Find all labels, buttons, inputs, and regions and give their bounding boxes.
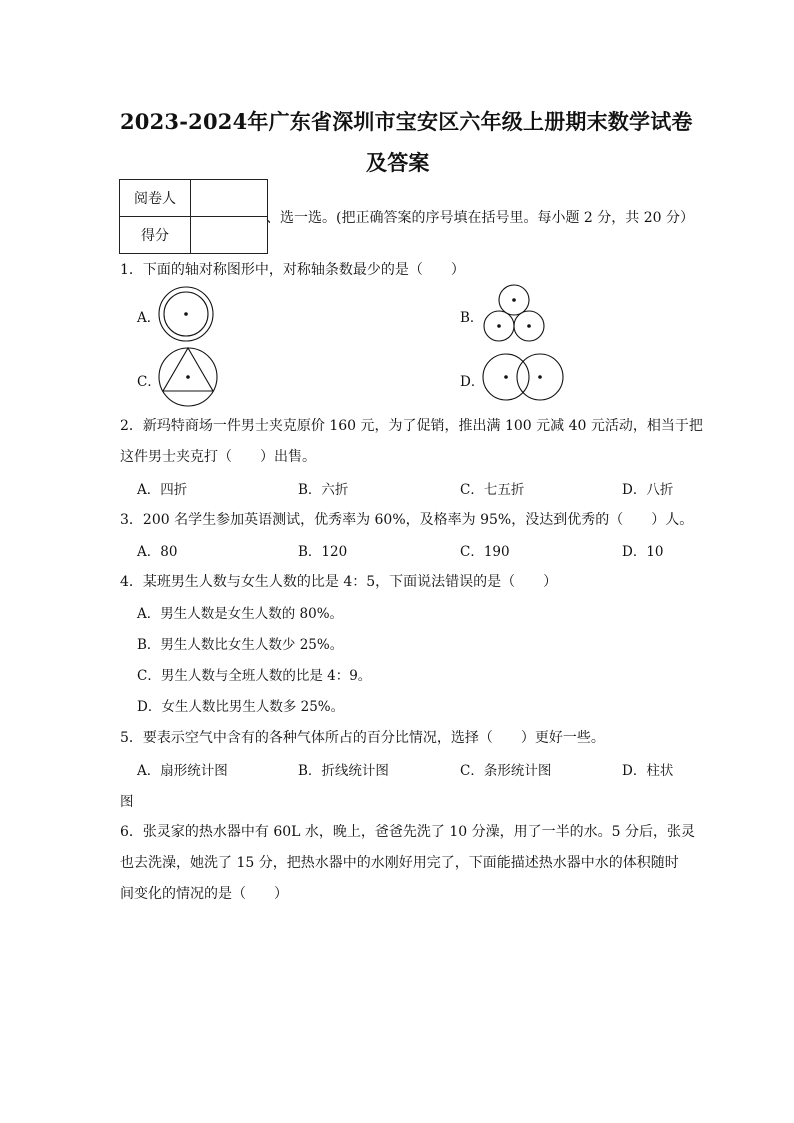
q3-option-c: C．190	[460, 544, 510, 560]
page-title-line1: 2023-2024年广东省深圳市宝安区六年级上册期末数学试卷	[120, 109, 693, 134]
q5-option-c: C．条形统计图	[460, 763, 552, 779]
question-3-stem: 3．200 名学生参加英语测试，优秀率为 60%，及格率为 95%，没达到优秀的（ ）人。	[120, 512, 694, 528]
page-title-line2: 及答案	[366, 150, 430, 175]
q1-option-c-label: C．	[137, 374, 161, 390]
question-5-stem: 5．要表示空气中含有的各种气体所占的百分比情况，选择（ ）更好一些。	[120, 730, 605, 746]
q1-figure-a-concentric-circles	[154, 282, 218, 346]
q3-option-a: A．80	[137, 544, 178, 560]
q2-option-a: A．四折	[137, 482, 188, 498]
q3-option-b: B．120	[298, 544, 348, 560]
q1-option-d-label: D．	[460, 374, 485, 390]
q5-option-d: D．柱状	[622, 763, 674, 779]
question-4-stem: 4．某班男生人数与女生人数的比是 4：5，下面说法错误的是（ ）	[120, 574, 558, 590]
q4-option-c: C．男生人数与全班人数的比是 4：9。	[137, 668, 372, 684]
question-2-stem-line2: 这件男士夹克打（ ）出售。	[120, 449, 316, 465]
section-heading: 、选一选。(把正确答案的序号填在括号里。每小题 2 分，共 20 分）	[266, 210, 694, 226]
q1-option-a-label: A．	[137, 310, 161, 326]
q1-option-b-label: B．	[460, 310, 484, 326]
question-6-stem-line3: 间变化的情况的是（ ）	[120, 886, 288, 902]
reviewer-label: 阅卷人	[120, 180, 191, 217]
q1-figure-b-three-circles	[481, 282, 551, 344]
question-1-stem: 1．下面的轴对称图形中，对称轴条数最少的是（ ）	[120, 262, 465, 278]
q3-option-d: D．10	[622, 544, 664, 560]
question-6-stem-line2: 也去洗澡，她洗了 15 分，把热水器中的水刚好用完了，下面能描述热水器中水的体积随时	[120, 855, 679, 871]
q4-option-d: D．女生人数比男生人数多 25%。	[137, 699, 345, 715]
score-label: 得分	[120, 217, 191, 254]
q5-option-b: B．折线统计图	[298, 763, 389, 779]
q2-option-c: C．七五折	[460, 482, 525, 498]
q1-figure-c-triangle-in-circle	[156, 345, 220, 409]
question-6-stem-line1: 6．张灵家的热水器中有 60L 水，晚上，爸爸先洗了 10 分澡，用了一半的水。5 分后，张灵	[120, 824, 695, 840]
q5-option-d-wrap: 图	[120, 794, 134, 810]
q2-option-b: B．六折	[298, 482, 349, 498]
q1-figure-d-two-circles	[479, 350, 569, 406]
q2-option-d: D．八折	[622, 482, 674, 498]
score-value	[191, 217, 268, 254]
reviewer-value	[191, 180, 268, 217]
question-2-stem-line1: 2．新玛特商场一件男士夹克原价 160 元，为了促销，推出满 100 元减 40 元活动，相当于把	[120, 418, 703, 434]
score-table	[119, 179, 268, 254]
q4-option-b: B．男生人数比女生人数少 25%。	[137, 637, 344, 653]
q4-option-a: A．男生人数是女生人数的 80%。	[137, 606, 344, 622]
q5-option-a: A．扇形统计图	[137, 763, 228, 779]
